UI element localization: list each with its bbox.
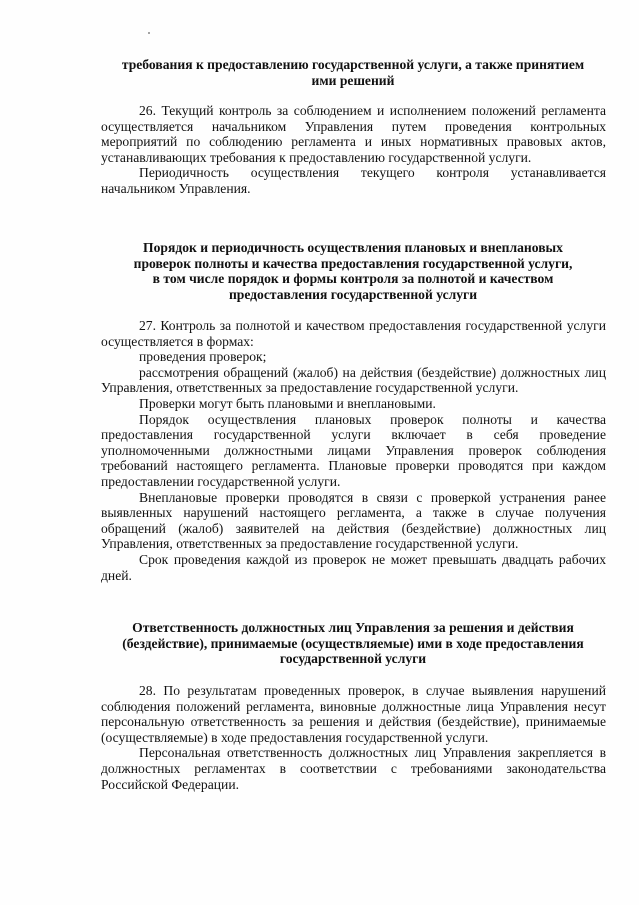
paragraph: Персональная ответственность должностных лиц Управления закрепляется в должностных регламентах в соответствии с требованиями законодательства Российской Федерации. xyxy=(101,745,606,792)
section-28 xyxy=(101,683,606,792)
heading-line: (бездействие), принимаемые (осуществляемые) ими в ходе предоставления xyxy=(122,635,584,651)
paragraph: Периодичность осуществления текущего контроля устанавливается начальником Управления. xyxy=(101,165,606,196)
heading-line: требования к предоставлению государственной услуги, а также принятием xyxy=(121,57,585,72)
list-item: проведения проверок; xyxy=(139,349,267,365)
heading-line: государственной услуги xyxy=(279,651,427,667)
heading-responsibility xyxy=(100,620,606,667)
heading-inspections xyxy=(100,240,606,302)
section-27 xyxy=(101,318,606,583)
scan-speck xyxy=(148,32,150,34)
heading-line: Порядок и периодичность осуществления плановых и внеплановых xyxy=(143,240,563,255)
section-26 xyxy=(101,103,606,197)
heading-continuation xyxy=(100,57,606,88)
paragraph: 26. Текущий контроль за соблюдением и исполнением положений регламента осуществляется начальником Управления путем проведения контрольных мероприятий по соблюдению регламента и иных нормативных правовых актов, устанавливающих требования к предоставлению государственной услуги. xyxy=(101,103,606,165)
heading-line: в том числе порядок и формы контроля за полнотой и качеством xyxy=(152,271,554,287)
paragraph: Срок проведения каждой из проверок не может превышать двадцать рабочих дней. xyxy=(101,551,606,583)
paragraph: 28. По результатам проведенных проверок, в случае выявления нарушений соблюдения положений регламента, виновные должностные лица Управления несут персональную ответственность за решения и действия (бездействие), принимаемые (осуществляемые) в ходе предоставления государственной услуги. xyxy=(101,683,606,745)
paragraph: Внеплановые проверки проводятся в связи с проверкой устранения ранее выявленных нарушений настоящего регламента, а также в случае получения обращений (жалоб) заявителей на действия (бездействие) должностных лиц Управления, ответственных за предоставление государственной услуги. xyxy=(101,489,606,552)
paragraph: 27. Контроль за полнотой и качеством предоставления государственной услуги осуществляется в формах: xyxy=(101,318,606,349)
heading-line: ими решений xyxy=(311,72,395,88)
paragraph: Порядок осуществления плановых проверок полноты и качества предоставления государственной услуги включает в себя проведение уполномоченными должностными лицами Управления проверок соблюдения требований настоящего регламента. Плановые проверки проводятся при каждом предоставлении государственной услуги. xyxy=(101,411,606,489)
heading-line: Ответственность должностных лиц Управления за решения и действия xyxy=(132,620,574,635)
paragraph: Проверки могут быть плановыми и внеплановыми. xyxy=(139,395,436,411)
heading-line: проверок полноты и качества предоставления государственной услуги, xyxy=(133,255,573,271)
heading-line: предоставления государственной услуги xyxy=(228,286,478,302)
list-item: рассмотрения обращений (жалоб) на действия (бездействие) должностных лиц Управления, ответственных за предоставление государственной услуги. xyxy=(101,364,606,396)
